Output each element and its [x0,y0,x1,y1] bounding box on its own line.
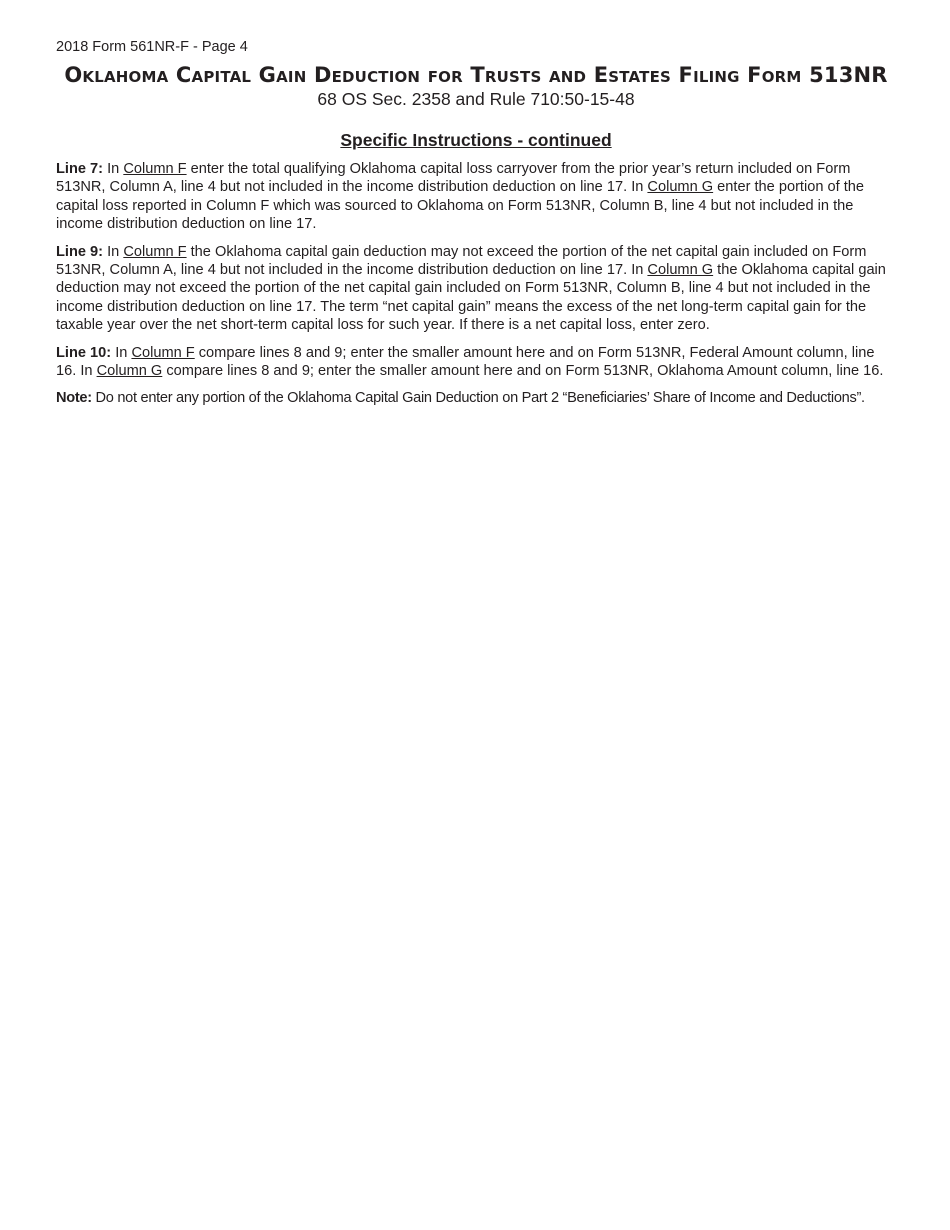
line-9-text-3: the Oklahoma capital gain deduction may not exceed the portion of the net capital gain included on Form 513NR, Column B, line 4 but not included in the income distribution deduction on line 17. The term “net capital gain” means the excess of the net long-term capital gain for the taxable year over the net short-term capital loss for such year. If there is a net capital loss, enter zero. [56,262,886,334]
line-7-text-2: enter the total qualifying Oklahoma capital loss carryover from the prior year’s return included on Form 513NR, Column A, line 4 but not included in the income distribution deduction on line 17. In [56,161,851,196]
section-heading: Specific Instructions - continued [340,130,612,150]
line-7-column-f: Column F [123,161,187,177]
line-7-instruction [56,160,896,234]
document-page [56,38,896,408]
line-10-text-1: In [111,344,132,361]
line-10-text-2: compare lines 8 and 9; enter the smaller amount here and on Form 513NR, Federal Amount column, line 16. In [56,344,875,380]
page-title: Oklahoma Capital Gain Deduction for Trusts and Estates Filing Form 513NR [64,63,888,87]
line-10-instruction [56,344,896,381]
page-subtitle: 68 OS Sec. 2358 and Rule 710:50-15-48 [317,89,635,109]
line-7-label: Line 7: [56,161,104,177]
line-10-column-g: Column G [96,363,163,380]
note-text: Do not enter any portion of the Oklahoma Capital Gain Deduction on Part 2 “Beneficiaries’ Share of Income and Deductions”. [91,390,865,407]
note-label: Note: [56,390,92,407]
line-9-label: Line 9: [56,243,104,260]
line-9-column-g: Column G [647,262,714,279]
line-10-text-3: compare lines 8 and 9; enter the smaller amount here and on Form 513NR, Oklahoma Amount column, line 16. [162,363,884,380]
note [56,389,896,407]
line-9-column-f: Column F [123,243,187,260]
line-10-label: Line 10: [56,344,112,361]
line-9-instruction [56,243,896,335]
line-9-text-1: In [103,243,124,260]
line-10-column-f: Column F [131,344,195,361]
line-7-column-g: Column G [647,179,714,196]
page-label: 2018 Form 561NR-F - Page 4 [56,39,248,55]
line-9-text-2: the Oklahoma capital gain deduction may not exceed the portion of the net capital gain included on Form 513NR, Column A, line 4 but not included in the income distribution deduction on line 17. In [56,243,867,279]
line-7-text-1: In [103,161,124,177]
line-7-text-3: enter the portion of the capital loss reported in Column F which was sourced to Oklahoma on Form 513NR, Column B, line 4 but not included in the income distribution deduction on line 17. [56,179,865,233]
